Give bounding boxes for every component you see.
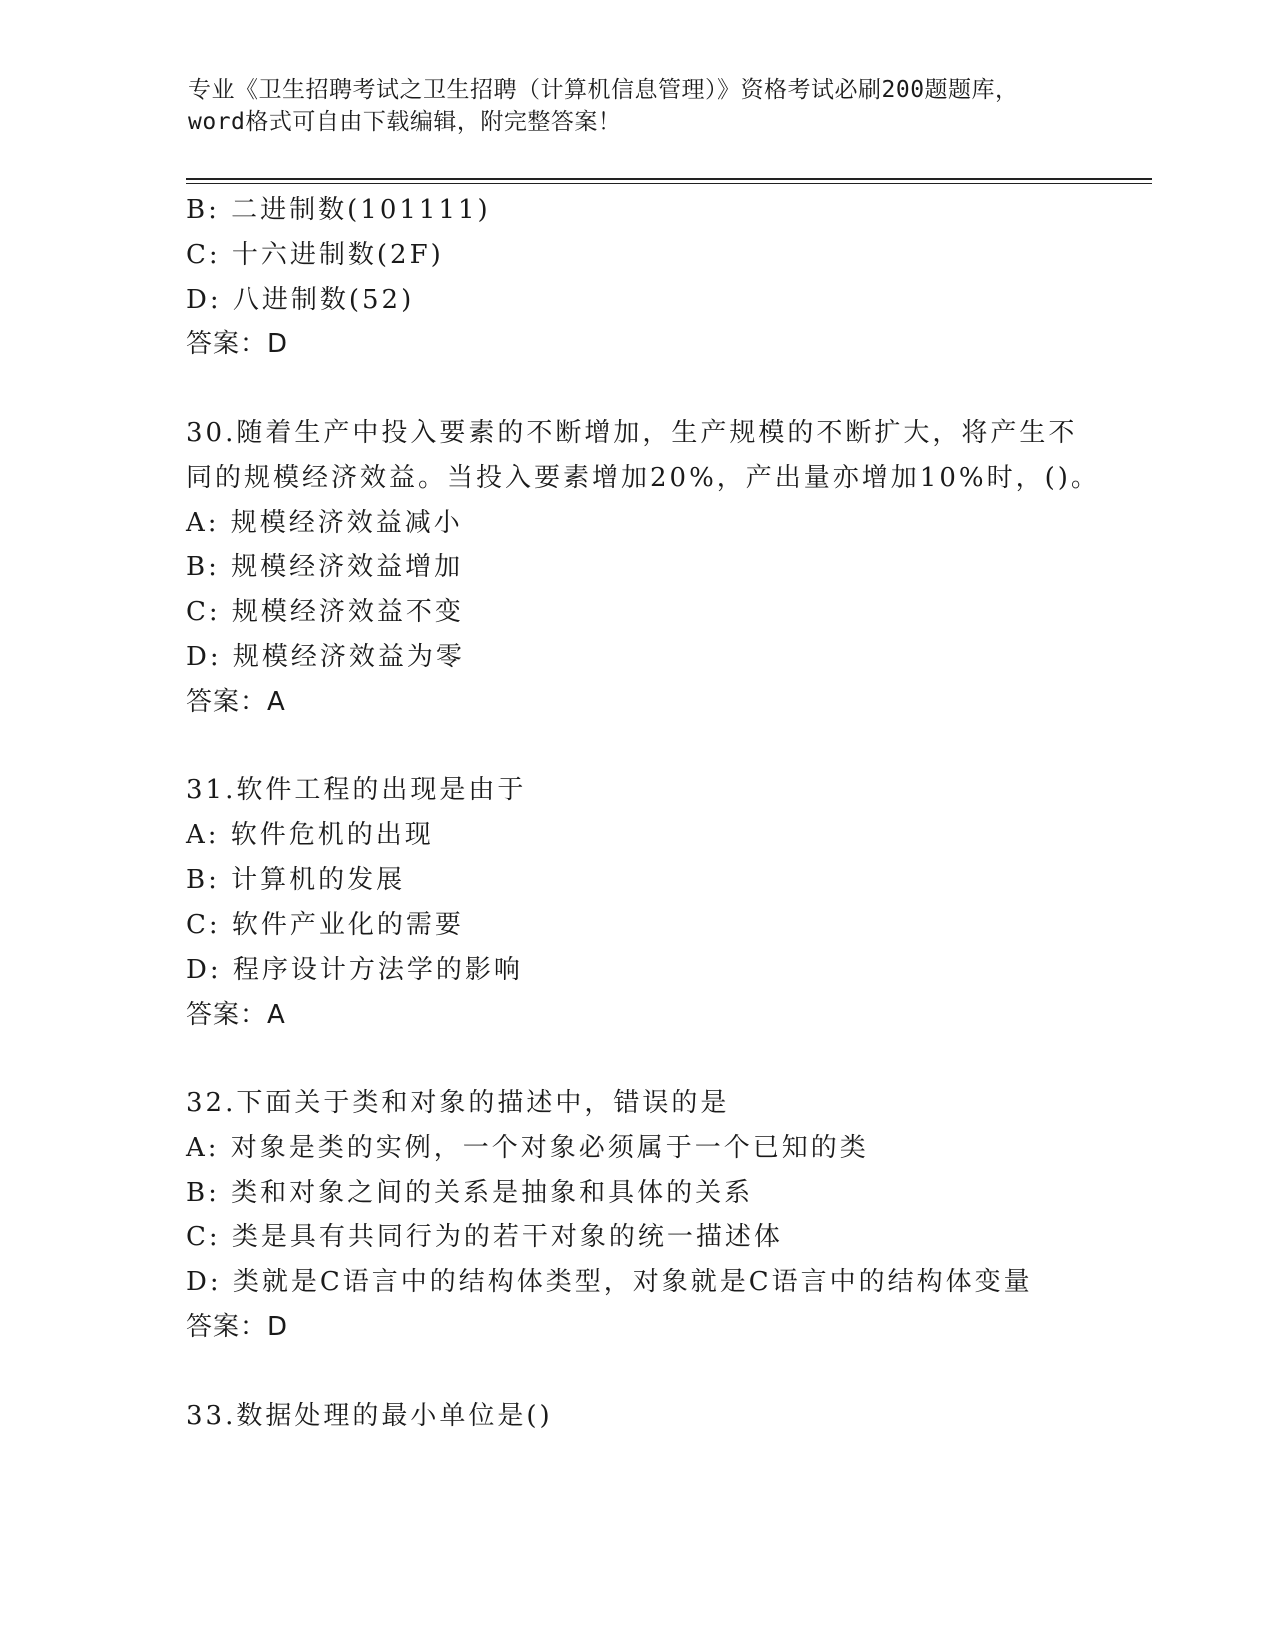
- document-header: [188, 74, 1088, 138]
- q30-answer: 答案：A: [186, 687, 286, 717]
- q31-option-d: D: 程序设计方法学的影响: [186, 955, 523, 985]
- q32-option-d: D: 类就是C语言中的结构体类型，对象就是C语言中的结构体变量: [186, 1267, 1033, 1297]
- q30-stem-line-2: 同的规模经济效益。当投入要素增加20%，产出量亦增加10%时，()。: [186, 463, 1100, 493]
- q31-stem: 31.软件工程的出现是由于: [186, 775, 527, 805]
- q29-option-d: D: 八进制数(52): [186, 285, 415, 315]
- header-divider-thin: [186, 183, 1152, 184]
- q33-stem: 33.数据处理的最小单位是(): [186, 1401, 553, 1431]
- q32-answer: 答案：D: [186, 1312, 289, 1342]
- q31-option-c: C: 软件产业化的需要: [186, 910, 464, 940]
- q31-answer: 答案：A: [186, 1000, 286, 1030]
- q30-option-a: A: 规模经济效益减小: [186, 508, 463, 538]
- q30-option-d: D: 规模经济效益为零: [186, 642, 465, 672]
- q30-option-c: C: 规模经济效益不变: [186, 597, 464, 627]
- header-divider-thick: [186, 178, 1152, 180]
- header-title-line-2: word格式可自由下载编辑，附完整答案！: [188, 109, 622, 135]
- q32-option-b: B: 类和对象之间的关系是抽象和具体的关系: [186, 1178, 754, 1208]
- q30-stem-line-1: 30.随着生产中投入要素的不断增加，生产规模的不断扩大，将产生不: [186, 418, 1078, 448]
- q32-option-c: C: 类是具有共同行为的若干对象的统一描述体: [186, 1222, 783, 1252]
- header-title-line-1: 专业《卫生招聘考试之卫生招聘（计算机信息管理）》资格考试必刷200题题库，: [188, 77, 1019, 103]
- q30-option-b: B: 规模经济效益增加: [186, 552, 464, 582]
- q29-answer: 答案：D: [186, 329, 289, 359]
- q32-option-a: A: 对象是类的实例，一个对象必须属于一个已知的类: [186, 1133, 869, 1163]
- q29-option-b: B: 二进制数(101111): [186, 195, 491, 225]
- q32-stem: 32.下面关于类和对象的描述中，错误的是: [186, 1088, 730, 1118]
- q29-option-c: C: 十六进制数(2F): [186, 240, 444, 270]
- q31-option-b: B: 计算机的发展: [186, 865, 406, 895]
- q31-option-a: A: 软件危机的出现: [186, 820, 434, 850]
